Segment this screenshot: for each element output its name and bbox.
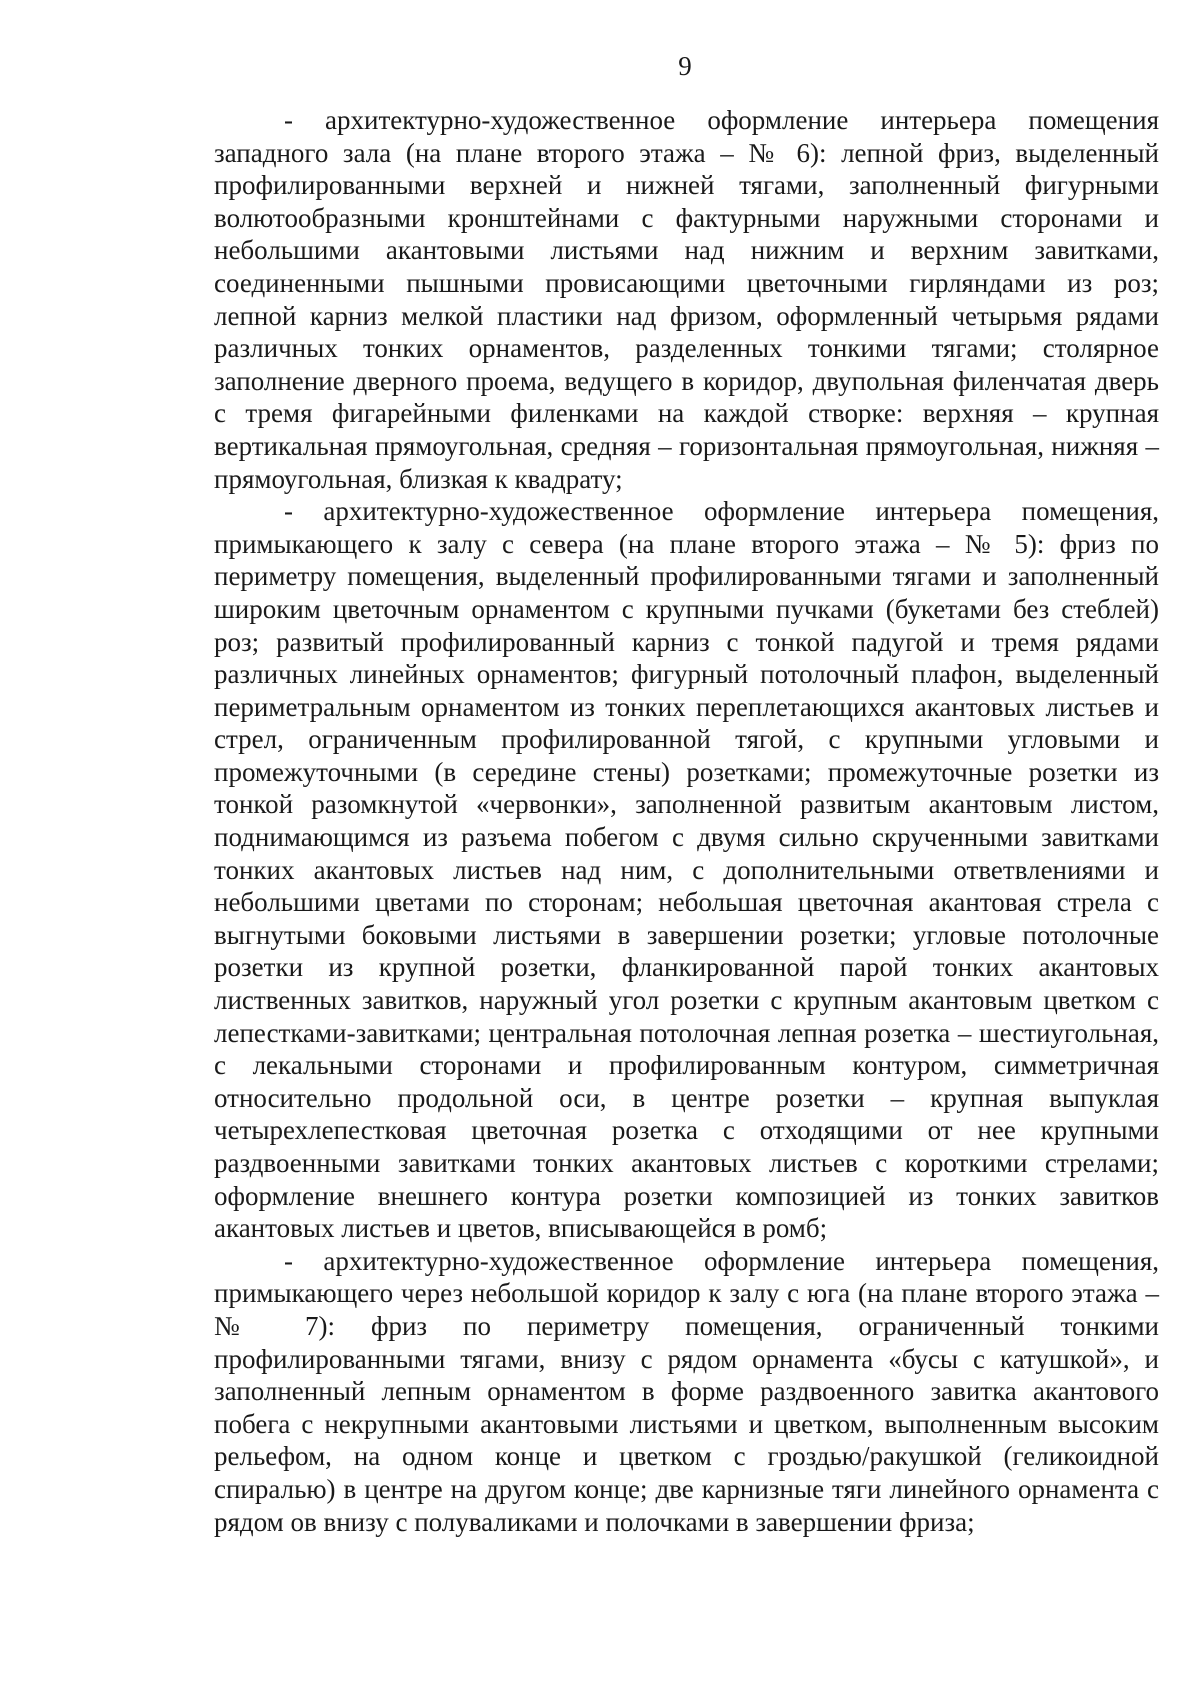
paragraph-western-hall: - архитектурно-художественное оформление интерьера помещения западного зала (на плане второго этажа – № 6): лепной фриз, выделенный профилированными верхней и нижней тягами, заполненный фигурными волютообразными кронштейнами с фактурными наружными сторонами и небольшими акантовыми листьями над нижним и верхним завитками, соединенными пышными провисающими цветочными гирляндами из роз; лепной карниз мелкой пластики над фризом, оформленный четырьмя рядами различных тонких орнаментов, разделенных тонкими тягами; столярное заполнение дверного проема, ведущего в коридор, двупольная филенчатая дверь с тремя фигарейными филенками на каждой створке: верхняя – крупная вертикальная прямоугольная, средняя – горизонтальная прямоугольная, нижняя – прямоугольная, близкая к квадрату;: [214, 105, 1159, 494]
paragraph-south-room: - архитектурно-художественное оформление интерьера помещения, примыкающего через небольшой коридор к залу с юга (на плане второго этажа – № 7): фриз по периметру помещения, ограниченный тонкими профилированными тягами, внизу с рядом орнамента «бусы с катушкой», и заполненный лепным орнаментом в форме раздвоенного завитка акантового побега с некрупными акантовыми листьями и цветком, выполненным высоким рельефом, на одном конце и цветком с гроздью/ракушкой (геликоидной спиралью) в центре на другом конце; две карнизные тяги линейного орнамента с рядом ов внизу с полуваликами и полочками в завершении фриза;: [214, 1245, 1159, 1537]
page-number: 9: [678, 51, 692, 81]
document-body: [214, 104, 1159, 1538]
paragraph-north-room: - архитектурно-художественное оформление интерьера помещения, примыкающего к залу с севера (на плане второго этажа – № 5): фриз по периметру помещения, выделенный профилированными тягами и заполненный широким цветочным орнаментом с крупными пучками (букетами без стеблей) роз; развитый профилированный карниз с тонкой падугой и тремя рядами различных линейных орнаментов; фигурный потолочный плафон, выделенный периметральным орнаментом из тонких переплетающихся акантовых листьев и стрел, ограниченным профилированной тягой, с крупными угловыми и промежуточными (в середине стены) розетками; промежуточные розетки из тонкой разомкнутой «червонки», заполненной развитым акантовым листом, поднимающимся из разъема побегом с двумя сильно скрученными завитками тонких акантовых листьев над ним, с дополнительными ответвлениями и небольшими цветами по сторонам; небольшая цветочная акантовая стрела с выгнутыми боковыми листьями в завершении розетки; угловые потолочные розетки из крупной розетки, фланкированной парой тонких акантовых лиственных завитков, наружный угол розетки с крупным акантовым цветком с лепестками-завитками; центральная потолочная лепная розетка – шестиугольная, с лекальными сторонами и профилированным контуром, симметричная относительно продольной оси, в центре розетки – крупная выпуклая четырехлепестковая цветочная розетка с отходящими от нее крупными раздвоенными завитками тонких акантовых листьев с короткими стрелами; оформление внешнего контура розетки композицией из тонких завитков акантовых листьев и цветов, вписывающейся в ромб;: [214, 496, 1159, 1244]
